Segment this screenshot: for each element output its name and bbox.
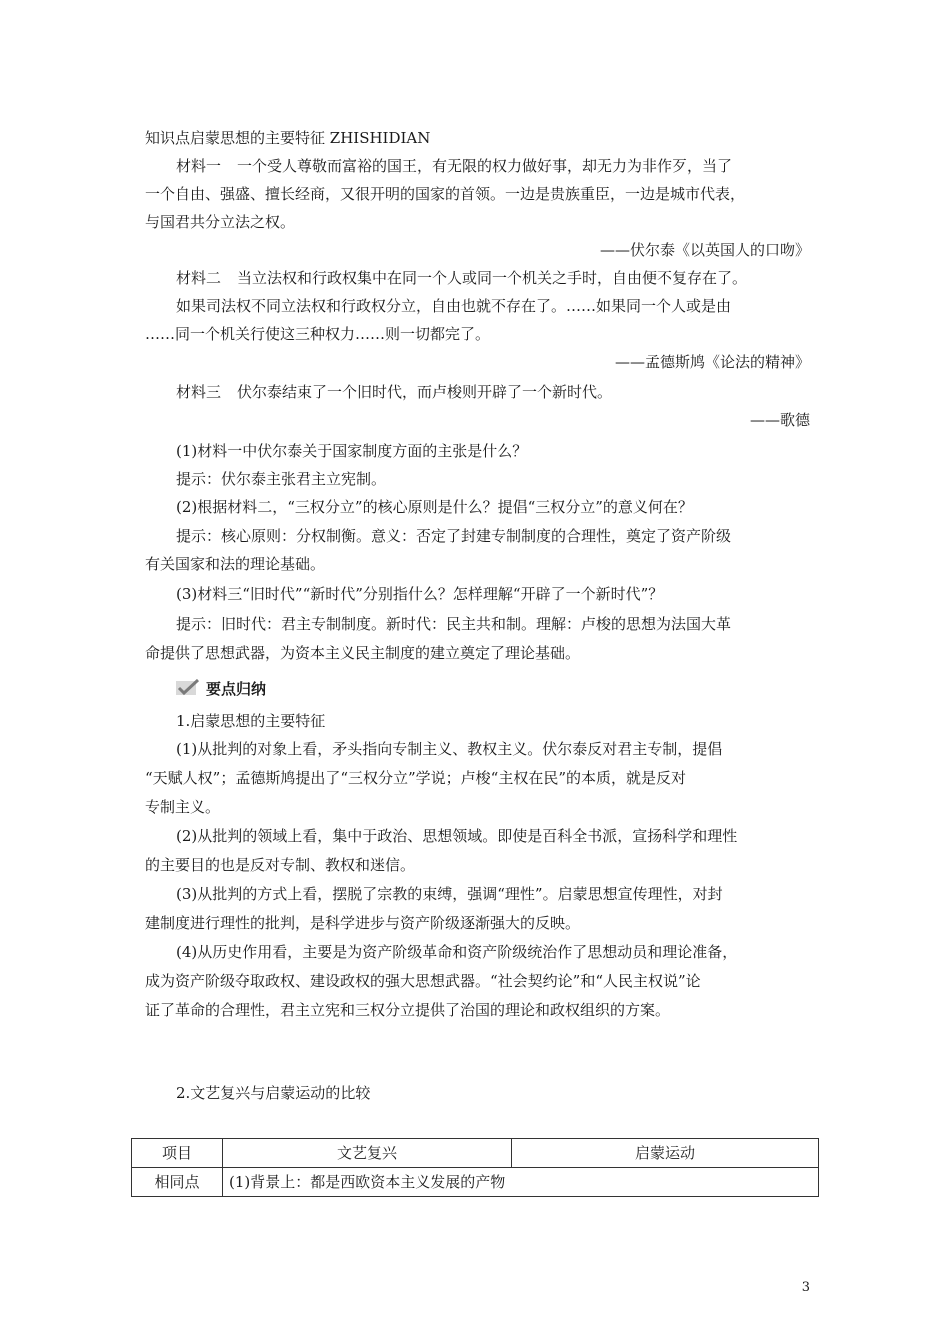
material-2-source: ——孟德斯鸠《论法的精神》 [614, 353, 810, 371]
material-2-line-1: 材料二 当立法权和行政权集中在同一个人或同一个机关之手时，自由便不复存在了。 [176, 269, 748, 287]
point-4-line-2: 成为资产阶级夺取政权、建设政权的强大思想武器。“社会契约论”和“人民主权说”论 [145, 972, 701, 990]
question-2: (2)根据材料二，“三权分立”的核心原则是什么？提倡“三权分立”的意义何在？ [176, 498, 693, 516]
point-3-line-2: 建制度进行理性的批判，是科学进步与资产阶级逐渐强大的反映。 [145, 914, 581, 932]
point-1-line-3: 专制主义。 [145, 798, 221, 816]
section-title: 知识点启蒙思想的主要特征 ZHISHIDIAN [145, 129, 431, 147]
summary-heading [176, 678, 266, 698]
material-3-line: 材料三 伏尔泰结束了一个旧时代，而卢梭则开辟了一个新时代。 [176, 383, 613, 401]
table-header-cell: 启蒙运动 [512, 1139, 819, 1168]
question-3: (3)材料三“旧时代”“新时代”分别指什么？怎样理解“开辟了一个新时代”？ [176, 585, 664, 603]
material-3-source: ——歌德 [749, 411, 810, 429]
point-3-line-1: (3)从批判的方式上看，摆脱了宗教的束缚，强调“理性”。启蒙思想宣传理性，对封 [176, 885, 723, 903]
table-header-cell: 文艺复兴 [223, 1139, 512, 1168]
material-1-line-2: 一个自由、强盛、擅长经商，又很开明的国家的首领。一边是贵族重臣，一边是城市代表， [145, 185, 746, 203]
table-row [132, 1168, 819, 1197]
material-1-line-1: 材料一 一个受人尊敬而富裕的国王，有无限的权力做好事，却无力为非作歹，当了 [176, 157, 733, 175]
point-4-line-1: (4)从历史作用看，主要是为资产阶级革命和资产阶级统治作了思想动员和理论准备， [176, 943, 738, 961]
summary-subheading-1: 1.启蒙思想的主要特征 [176, 712, 326, 730]
answer-3-line-1: 提示：旧时代：君主专制制度。新时代：民主共和制。理解：卢梭的思想为法国大革 [176, 615, 732, 633]
table-header-row [132, 1139, 819, 1168]
point-2-line-2: 的主要目的也是反对专制、教权和迷信。 [145, 856, 416, 874]
material-2-line-2: 如果司法权不同立法权和行政权分立，自由也就不存在了。……如果同一个人或是由 [176, 297, 732, 315]
check-icon [176, 679, 200, 697]
table-header-cell: 项目 [132, 1139, 223, 1168]
point-1-line-2: “天赋人权”；孟德斯鸠提出了“三权分立”学说；卢梭“主权在民”的本质，就是反对 [145, 769, 687, 787]
table-row-label: 相同点 [132, 1168, 223, 1197]
table-cell: (1)背景上：都是西欧资本主义发展的产物 [223, 1168, 819, 1197]
comparison-table [131, 1138, 819, 1197]
point-1-line-1: (1)从批判的对象上看，矛头指向专制主义、教权主义。伏尔泰反对君主专制，提倡 [176, 740, 723, 758]
page-number: 3 [801, 1280, 810, 1295]
question-1: (1)材料一中伏尔泰关于国家制度方面的主张是什么？ [176, 442, 528, 460]
point-4-line-3: 证了革命的合理性，君主立宪和三权分立提供了治国的理论和政权组织的方案。 [145, 1001, 671, 1019]
answer-1: 提示：伏尔泰主张君主立宪制。 [176, 470, 387, 488]
answer-2-line-1: 提示：核心原则：分权制衡。意义：否定了封建专制制度的合理性，奠定了资产阶级 [176, 527, 732, 545]
material-2-label: 材料二 [176, 269, 222, 287]
summary-heading-text: 要点归纳 [206, 679, 267, 698]
material-3-label: 材料三 [176, 383, 222, 401]
material-1-line-3: 与国君共分立法之权。 [145, 213, 296, 231]
material-1-source: ——伏尔泰《以英国人的口吻》 [599, 241, 810, 259]
point-2-line-1: (2)从批判的领域上看，集中于政治、思想领域。即使是百科全书派，宣扬科学和理性 [176, 827, 738, 845]
summary-subheading-2: 2.文艺复兴与启蒙运动的比较 [176, 1084, 371, 1102]
material-2-line-3: ……同一个机关行使这三种权力……则一切都完了。 [145, 325, 491, 343]
answer-2-line-2: 有关国家和法的理论基础。 [145, 555, 326, 573]
answer-3-line-2: 命提供了思想武器，为资本主义民主制度的建立奠定了理论基础。 [145, 644, 581, 662]
material-1-label: 材料一 [176, 157, 222, 175]
